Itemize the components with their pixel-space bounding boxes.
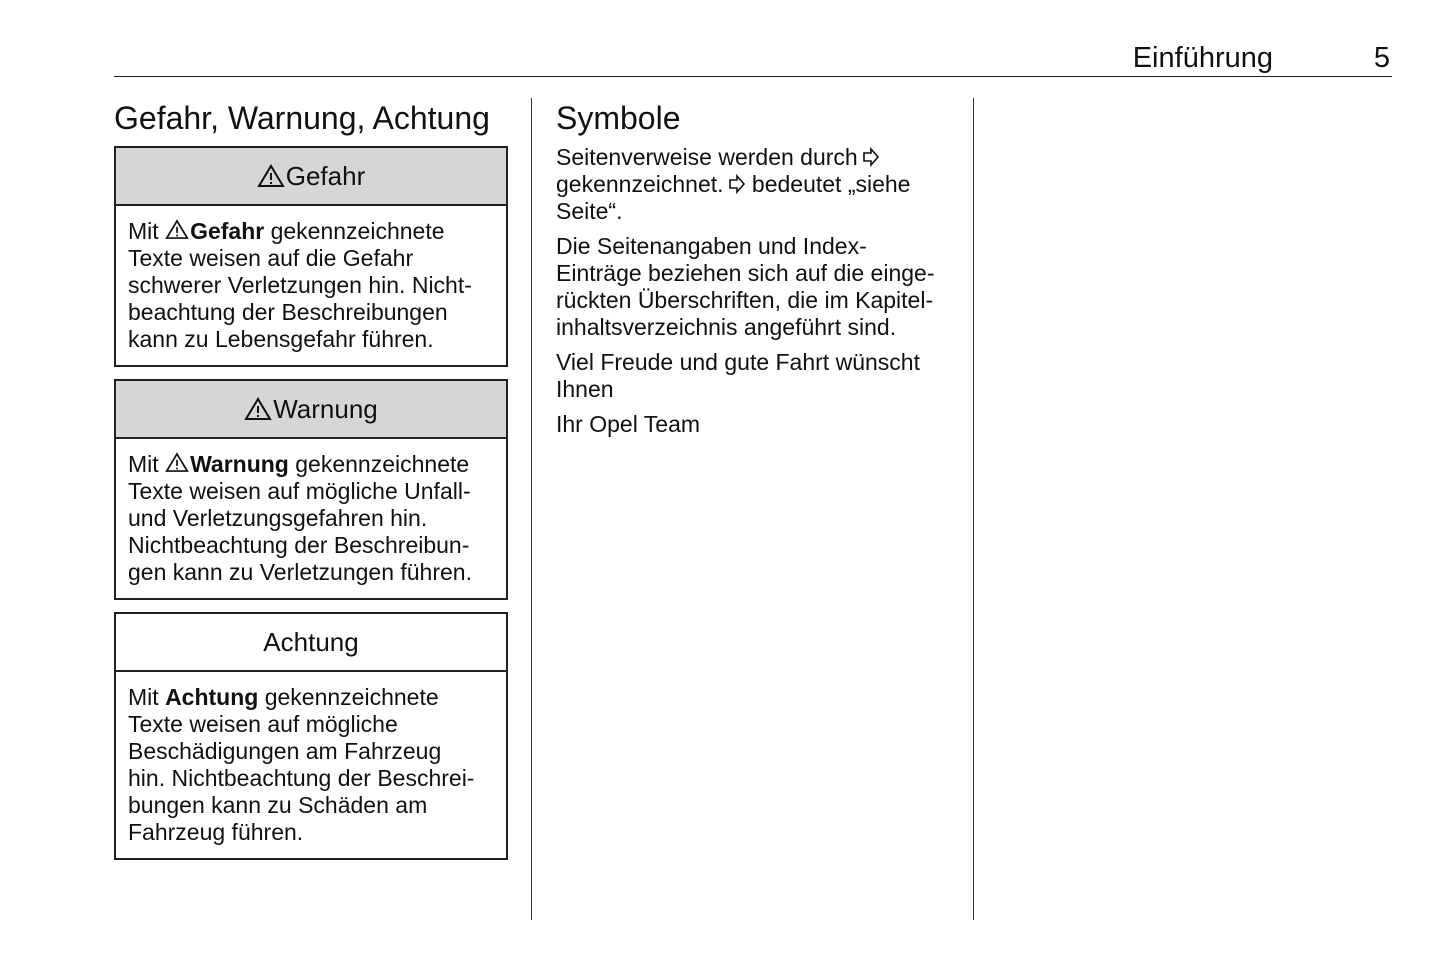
text-line: Seite“. bbox=[556, 198, 623, 224]
text-fragment: bedeutet „siehe bbox=[745, 171, 911, 197]
warning-triangle-icon bbox=[244, 397, 272, 421]
caution-term: Achtung bbox=[165, 684, 259, 710]
text-fragment: Mit bbox=[128, 451, 166, 477]
text-line: rückten Überschriften, die im Kapitel- bbox=[556, 287, 934, 313]
symbols-paragraph-1 bbox=[556, 144, 956, 225]
danger-box-body bbox=[116, 206, 506, 365]
warning-triangle-icon bbox=[257, 164, 285, 188]
text-line: kann zu Lebensgefahr führen. bbox=[128, 326, 434, 352]
warning-triangle-icon bbox=[165, 452, 189, 473]
column-divider-2 bbox=[973, 98, 974, 920]
warning-term: Warnung bbox=[190, 451, 289, 477]
caution-box-heading bbox=[116, 614, 506, 672]
text-line bbox=[128, 218, 494, 245]
page-header bbox=[114, 40, 1392, 77]
text-line: Ihnen bbox=[556, 376, 614, 402]
text-line: Einträge beziehen sich auf die einge- bbox=[556, 260, 935, 286]
text-line: Fahrzeug führen. bbox=[128, 819, 304, 845]
column-divider-1 bbox=[531, 98, 532, 920]
text-line: inhaltsverzeichnis angeführt sind. bbox=[556, 314, 897, 340]
middle-column bbox=[556, 98, 956, 446]
warning-box bbox=[114, 379, 508, 600]
danger-term: Gefahr bbox=[190, 218, 265, 244]
text-line: hin. Nichtbeachtung der Beschrei- bbox=[128, 765, 475, 791]
text-line: bungen kann zu Schäden am bbox=[128, 792, 428, 818]
warning-triangle-icon bbox=[165, 219, 189, 240]
danger-box bbox=[114, 146, 508, 367]
page-reference-arrow-icon bbox=[728, 174, 746, 194]
warning-box-body bbox=[116, 439, 506, 598]
warning-box-heading bbox=[116, 381, 506, 439]
section-heading-hazards: Gefahr, Warnung, Achtung bbox=[114, 100, 490, 136]
text-line: schwerer Verletzungen hin. Nicht- bbox=[128, 272, 472, 298]
page-reference-arrow-icon bbox=[862, 147, 880, 167]
danger-box-heading bbox=[116, 148, 506, 206]
warning-heading-label: Warnung bbox=[273, 393, 378, 424]
text-line: Beschädigungen am Fahrzeug bbox=[128, 738, 442, 764]
text-fragment: gekennzeichnete bbox=[264, 218, 445, 244]
symbols-paragraph-3 bbox=[556, 349, 956, 403]
symbols-paragraph-2 bbox=[556, 233, 956, 341]
danger-heading-label: Gefahr bbox=[285, 160, 366, 191]
page-number: 5 bbox=[1373, 42, 1390, 74]
text-line: Texte weisen auf mögliche bbox=[128, 711, 398, 737]
text-fragment: gekennzeichnete bbox=[258, 684, 439, 710]
section-title: Einführung bbox=[1132, 42, 1273, 74]
caution-heading-label: Achtung bbox=[263, 626, 359, 657]
text-fragment: Mit bbox=[128, 218, 166, 244]
text-line bbox=[128, 451, 494, 478]
left-column bbox=[114, 98, 510, 872]
signature-line: Ihr Opel Team bbox=[556, 411, 701, 437]
text-fragment: gekennzeichnete bbox=[288, 451, 470, 477]
text-line: Viel Freude und gute Fahrt wünscht bbox=[556, 349, 920, 375]
text-fragment: gekennzeichnet. bbox=[556, 171, 724, 197]
text-line: Die Seitenangaben und Index- bbox=[556, 233, 867, 259]
text-line: gen kann zu Verletzungen führen. bbox=[128, 559, 472, 585]
text-line: Seitenverweise werden durch bbox=[556, 144, 858, 170]
caution-box-body bbox=[116, 672, 506, 858]
text-line: beachtung der Beschreibungen bbox=[128, 299, 448, 325]
text-line: und Verletzungsgefahren hin. bbox=[128, 505, 428, 531]
section-heading-symbols: Symbole bbox=[556, 100, 681, 136]
text-fragment: Mit bbox=[128, 684, 166, 710]
caution-box bbox=[114, 612, 508, 860]
text-line: Texte weisen auf mögliche Unfall- bbox=[128, 478, 471, 504]
text-line bbox=[128, 684, 494, 711]
text-line: Texte weisen auf die Gefahr bbox=[128, 245, 414, 271]
text-line: Nichtbeachtung der Beschreibun- bbox=[128, 532, 470, 558]
